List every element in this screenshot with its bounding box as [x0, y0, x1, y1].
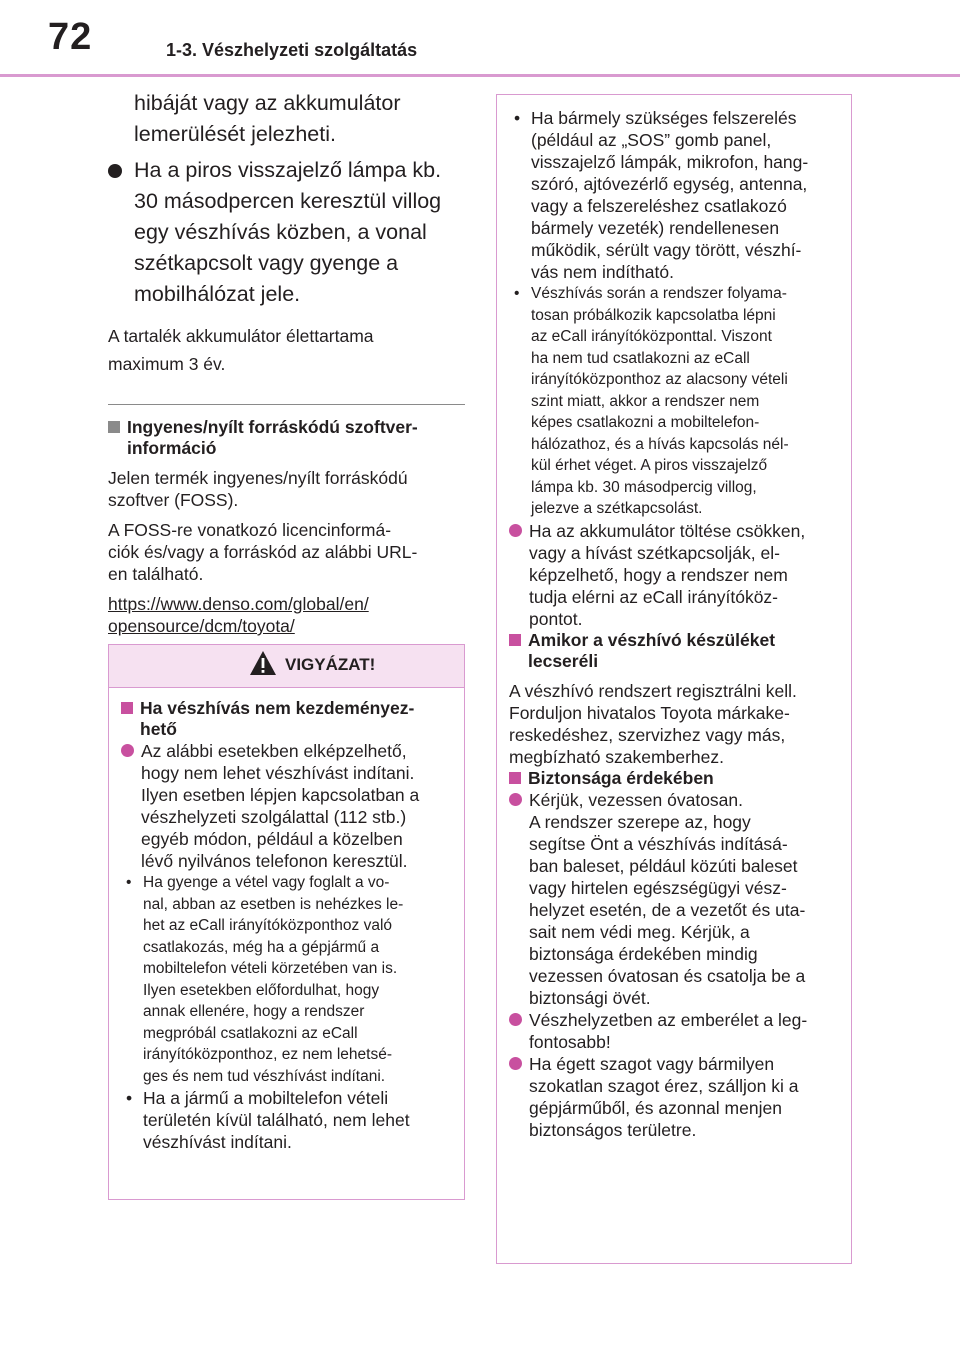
right-column-box	[496, 94, 852, 1264]
caution-sub-item	[121, 872, 454, 1087]
text-line: lemerülését jelezheti.	[134, 122, 336, 146]
text-line: területén kívül található, nem lehet	[143, 1110, 410, 1130]
section-title: 1-3. Vészhelyzeti szolgáltatás	[166, 40, 418, 60]
text-line: ciók és/vagy a forráskód az alábbi URL-	[108, 542, 418, 562]
text-line: Ha a jármű a mobiltelefon vételi	[143, 1088, 389, 1108]
text-line: tosan próbálkozik kapcsolatba lépni	[531, 306, 776, 324]
caution-title: VIGYÁZAT!	[285, 655, 376, 674]
text-line: szokatlan szagot érez, szálljon ki a	[529, 1075, 799, 1096]
text-line: szétkapcsolt vagy gyenge a	[134, 251, 399, 275]
text-line: helyzet esetén, de a vezetőt és uta-	[529, 899, 806, 920]
circle-bullet-icon	[509, 1013, 522, 1026]
page-number: 72	[48, 16, 93, 58]
text-line: mobiltelefon vételi körzetében van is.	[143, 960, 398, 977]
text-line: het az eCall irányítóközponthoz való	[143, 917, 393, 934]
text-line: A tartalék akkumulátor élettartama	[108, 326, 374, 346]
text-line: Ilyen esetekben előfordulhat, hogy	[143, 981, 380, 999]
caution-item	[509, 1053, 839, 1141]
caution-box	[108, 644, 465, 1200]
dash-bullet-icon: •	[126, 1088, 133, 1108]
text-line: egyéb módon, például a közelben	[141, 829, 403, 849]
caution-item	[509, 789, 839, 1009]
text-line: kül érhet véget. A piros visszajelző	[531, 457, 768, 474]
text-line: lévő nyilvános telefonon keresztül.	[141, 851, 408, 871]
text-line: Ha gyenge a vétel vagy foglalt a vo-	[143, 874, 390, 891]
text-line: Vészhelyzetben az emberélet a leg-	[529, 1009, 808, 1030]
caution-header	[109, 645, 464, 688]
text-line: biztonságos területre.	[529, 1119, 697, 1140]
text-line: pontot.	[529, 608, 583, 629]
text-line: vészhelyzeti szolgálattal (112 stb.)	[141, 807, 407, 827]
text-line: Forduljon hivatalos Toyota márkake-	[509, 702, 790, 723]
text-line: nal, abban az esetben is nehézkes le-	[143, 895, 404, 913]
caution-sub-item	[121, 1087, 454, 1153]
text-line: annak ellenére, hogy a rendszer	[143, 1003, 365, 1020]
text-line: tudja elérni az eCall irányítóköz-	[529, 586, 779, 607]
text-line: működik, sérült vagy törött, vészhí-	[531, 240, 802, 260]
bullet-red-lamp	[108, 155, 465, 310]
text-line: hogy nem lehet vészhívást indítani.	[141, 763, 415, 783]
bullet-dot-icon	[108, 164, 122, 178]
text-line: vagy hirtelen egészségügyi vész-	[529, 877, 787, 898]
text-line: megpróbál csatlakozni az eCall	[143, 1024, 358, 1042]
text-line: Ha az akkumulátor töltése csökken,	[529, 520, 806, 541]
text-line: Kérjük, vezessen óvatosan.	[529, 789, 744, 810]
text-line: 30 másodpercen keresztül villog	[134, 189, 442, 213]
dash-bullet-icon: •	[514, 108, 521, 128]
text-line: vagy a hívást szétkapcsolják, el-	[529, 542, 780, 563]
caution-item	[509, 1009, 839, 1053]
text-line: visszajelző lámpák, mikrofon, hang-	[531, 152, 809, 172]
text-line: megbízható szakemberhez.	[509, 746, 724, 767]
foss-heading	[108, 417, 465, 459]
text-line: hálózathoz, és a hívás kapcsolás nél-	[531, 435, 789, 453]
battery-note	[108, 322, 465, 378]
circle-bullet-icon	[509, 524, 522, 537]
text-line: bármely vezeték) rendellenesen	[531, 218, 780, 238]
circle-bullet-icon	[121, 744, 134, 757]
section-divider	[108, 404, 465, 405]
text-line: információ	[127, 438, 217, 458]
text-line: szoftver (FOSS).	[108, 490, 239, 510]
square-bullet-icon	[509, 772, 521, 784]
text-line: Jelen termék ingyenes/nyílt forráskódú	[108, 468, 408, 488]
text-line: szóró, ajtóvezérlő egység, antenna,	[531, 174, 808, 194]
header-rule	[0, 74, 960, 77]
foss-paragraph-1	[108, 467, 465, 511]
foss-url-line[interactable]: https://www.denso.com/global/en/	[108, 594, 369, 614]
caution-item	[121, 740, 454, 872]
text-line: ges és nem tud vészhívást indítani.	[143, 1067, 386, 1085]
square-bullet-icon	[108, 421, 120, 433]
text-line: reskedéshez, szervizhez vagy más,	[509, 724, 786, 745]
text-line: Ha a piros visszajelző lámpa kb.	[134, 158, 442, 182]
warning-triangle-icon	[249, 650, 277, 676]
text-line: Ha bármely szükséges felszerelés	[531, 108, 797, 128]
text-line: hibáját vagy az akkumulátor	[134, 91, 401, 115]
text-line: biztonsági övét.	[529, 987, 651, 1008]
text-line: képes csatlakozni a mobiltelefon-	[531, 414, 760, 431]
text-line: ha nem tud csatlakozni az eCall	[531, 349, 750, 367]
foss-url-line[interactable]: opensource/dcm/toyota/	[108, 616, 295, 636]
square-bullet-icon	[509, 634, 521, 646]
text-line: gépjárműből, és azonnal menjen	[529, 1097, 782, 1118]
foss-link[interactable]	[108, 593, 465, 637]
dash-bullet-icon: •	[514, 285, 520, 302]
replacement-heading	[509, 630, 839, 672]
text-line: egy vészhívás közben, a vonal	[134, 220, 427, 244]
text-line: biztonsága érdekében mindig	[529, 943, 758, 964]
text-line: irányítóközponthoz az alacsony vételi	[531, 371, 788, 388]
caution-heading	[121, 698, 454, 740]
text-line: A rendszer szerepe az, hogy	[529, 811, 751, 832]
text-line: képzelhető, hogy a rendszer nem	[529, 564, 788, 585]
replacement-paragraph	[509, 680, 839, 768]
text-line: Biztonsága érdekében	[528, 767, 714, 788]
text-line: vás nem indítható.	[531, 262, 674, 282]
text-line: maximum 3 év.	[108, 354, 226, 374]
text-line: Ha vészhívás nem kezdeményez-	[140, 698, 415, 718]
caution-body	[109, 688, 464, 1153]
caution-sub-item	[509, 107, 839, 283]
caution-sub-item	[509, 283, 839, 520]
text-line: A vészhívó rendszert regisztrálni kell.	[509, 680, 797, 701]
text-line: Vészhívás során a rendszer folyama-	[531, 285, 787, 302]
text-line: vezessen óvatosan és csatolja be a	[529, 965, 806, 986]
text-line: ban baleset, például közúti baleset	[529, 855, 798, 876]
square-bullet-icon	[121, 702, 133, 714]
text-line: en található.	[108, 564, 204, 584]
caution-item	[509, 520, 839, 630]
continued-paragraph	[108, 88, 465, 150]
text-line: Az alábbi esetekben elképzelhető,	[141, 741, 407, 761]
circle-bullet-icon	[509, 793, 522, 806]
text-line: vagy a felszereléshez csatlakozó	[531, 196, 787, 216]
text-line: hető	[140, 719, 177, 739]
text-line: mobilhálózat jele.	[134, 282, 301, 306]
circle-bullet-icon	[509, 1057, 522, 1070]
text-line: jelezve a szétkapcsolást.	[531, 500, 703, 517]
text-line: az eCall irányítóközponttal. Viszont	[531, 328, 772, 345]
text-line: lecseréli	[528, 650, 599, 671]
dash-bullet-icon: •	[126, 874, 132, 891]
foss-paragraph-2	[108, 519, 465, 585]
text-line: Amikor a vészhívó készüléket	[528, 629, 776, 650]
left-column	[108, 88, 465, 637]
page-header	[0, 0, 960, 80]
text-line: Ingyenes/nyílt forráskódú szoftver-	[127, 417, 418, 437]
text-line: (például az „SOS” gomb panel,	[531, 130, 772, 150]
safety-heading	[509, 768, 839, 789]
text-line: sait nem védi meg. Kérjük, a	[529, 921, 750, 942]
text-line: lámpa kb. 30 másodpercig villog,	[531, 478, 757, 496]
text-line: vészhívást indítani.	[143, 1132, 292, 1152]
text-line: A FOSS-re vonatkozó licencinformá-	[108, 520, 392, 540]
text-line: csatlakozás, még ha a gépjármű a	[143, 938, 380, 956]
text-line: fontosabb!	[529, 1031, 611, 1052]
text-line: szint miatt, akkor a rendszer nem	[531, 392, 760, 410]
text-line: Ha égett szagot vagy bármilyen	[529, 1053, 775, 1074]
text-line: Ilyen esetben lépjen kapcsolatban a	[141, 785, 420, 805]
text-line: segítse Önt a vészhívás indításá-	[529, 833, 788, 854]
text-line: irányítóközponthoz, ez nem lehetsé-	[143, 1046, 392, 1063]
